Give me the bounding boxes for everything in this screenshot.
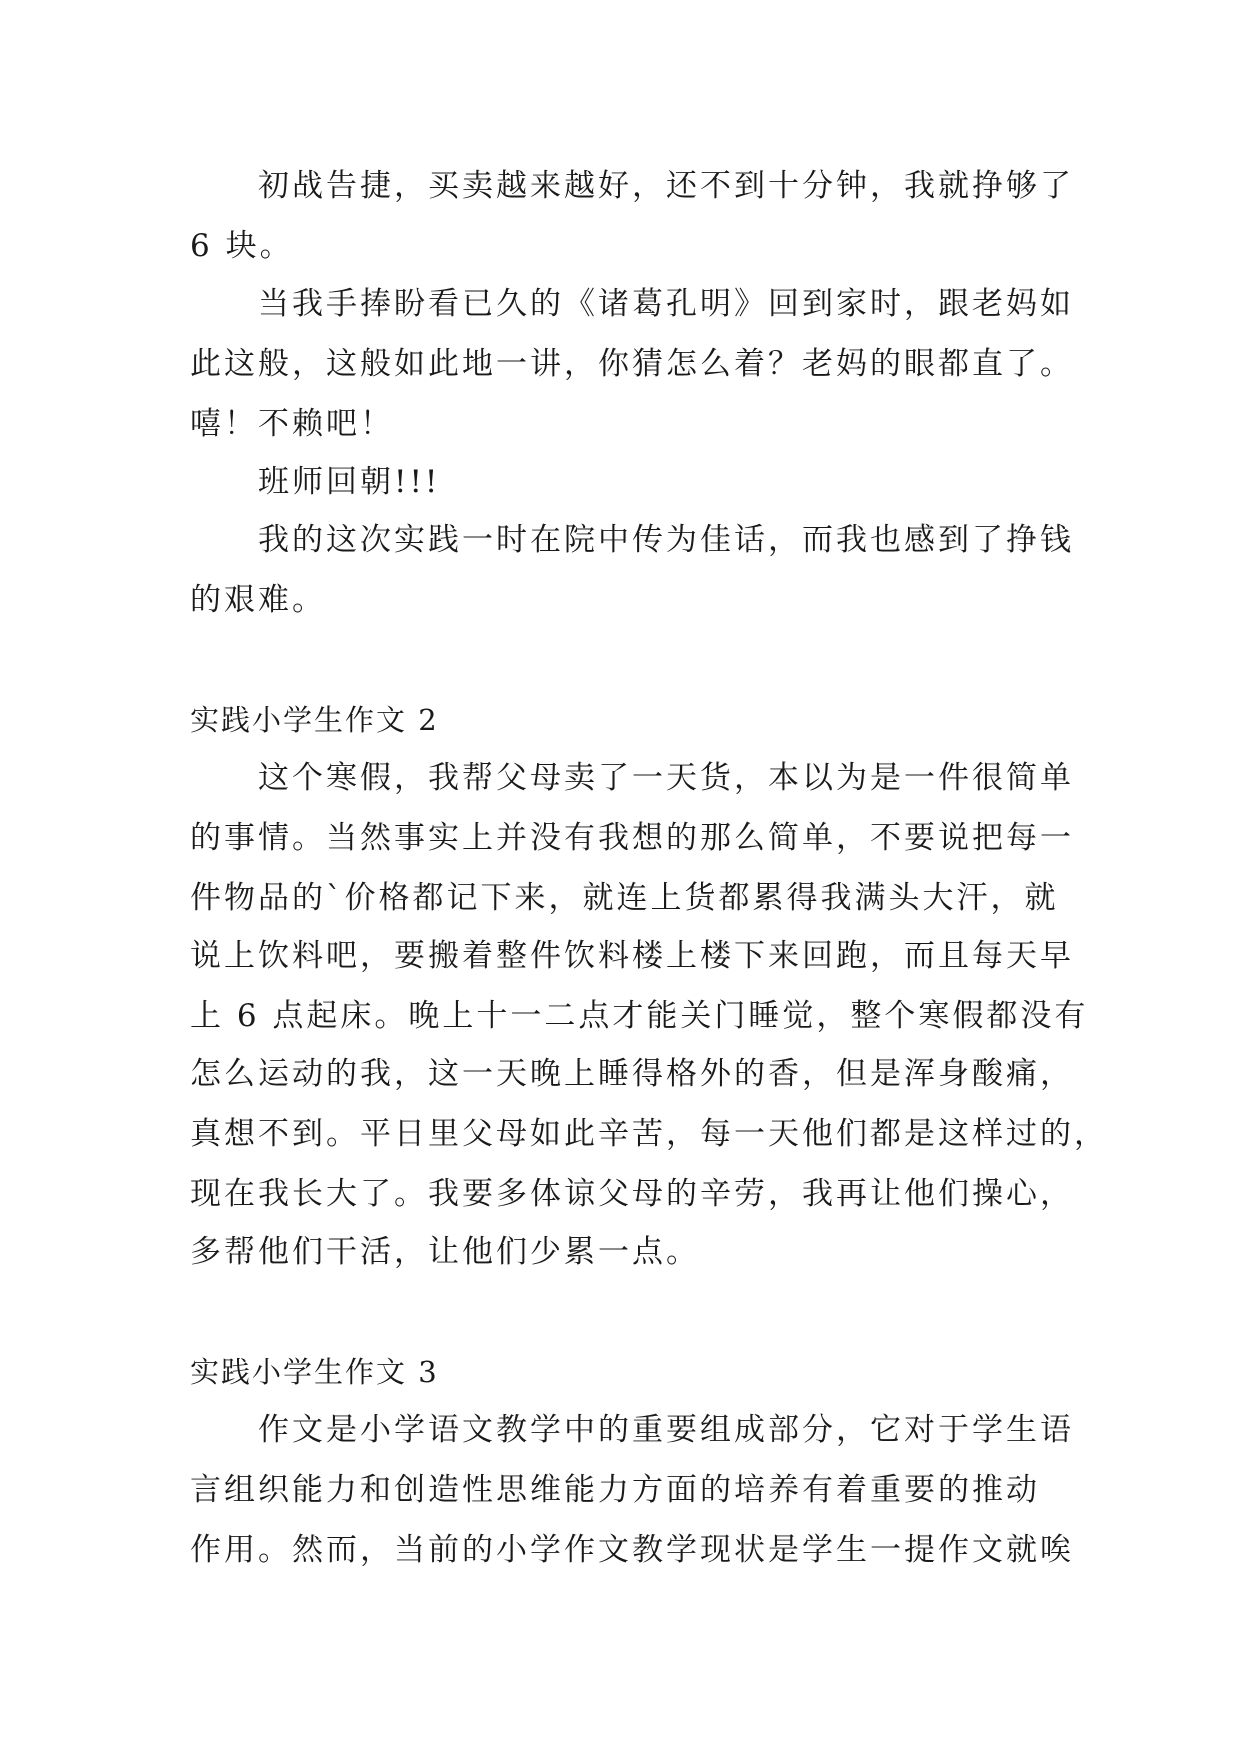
paragraph-line: 此这般，这般如此地一讲，你猜怎么着？老妈的眼都直了。 (190, 346, 1074, 382)
paragraph-line: 说上饮料吧，要搬着整件饮料楼上楼下来回跑，而且每天早 (190, 938, 1074, 974)
paragraph-line: 件物品的`价格都记下来，就连上货都累得我满头大汗，就 (190, 880, 1059, 916)
paragraph-line: 作文是小学语文教学中的重要组成部分，它对于学生语 (258, 1412, 1074, 1448)
paragraph-line: 现在我长大了。我要多体谅父母的辛劳，我再让他们操心， (190, 1176, 1074, 1212)
paragraph-line: 我的这次实践一时在院中传为佳话，而我也感到了挣钱 (258, 522, 1074, 558)
paragraph-line: 多帮他们干活，让他们少累一点。 (190, 1234, 700, 1270)
paragraph-line: 嘻！不赖吧！ (190, 406, 394, 442)
paragraph-line: 言组织能力和创造性思维能力方面的培养有着重要的推动 (190, 1472, 1040, 1508)
section-title: 实践小学生作文 3 (190, 1355, 439, 1389)
paragraph-line: 这个寒假，我帮父母卖了一天货，本以为是一件很简单 (258, 760, 1074, 796)
paragraph-line: 的艰难。 (190, 582, 326, 618)
section-title: 实践小学生作文 2 (190, 703, 439, 737)
paragraph-line: 怎么运动的我，这一天晚上睡得格外的香，但是浑身酸痛， (190, 1056, 1074, 1092)
paragraph-line: 真想不到。平日里父母如此辛苦，每一天他们都是这样过的， (190, 1116, 1108, 1152)
paragraph-line: 初战告捷，买卖越来越好，还不到十分钟，我就挣够了 (258, 168, 1074, 204)
paragraph-line: 的事情。当然事实上并没有我想的那么简单，不要说把每一 (190, 820, 1074, 856)
paragraph-line: 6 块。 (190, 228, 294, 264)
paragraph-line: 作用。然而，当前的小学作文教学现状是学生一提作文就唉 (190, 1532, 1074, 1568)
paragraph-line: 当我手捧盼看已久的《诸葛孔明》回到家时，跟老妈如 (258, 286, 1074, 322)
paragraph-line: 上 6 点起床。晚上十一二点才能关门睡觉，整个寒假都没有 (190, 998, 1089, 1034)
paragraph-line: 班师回朝!!! (258, 464, 441, 500)
